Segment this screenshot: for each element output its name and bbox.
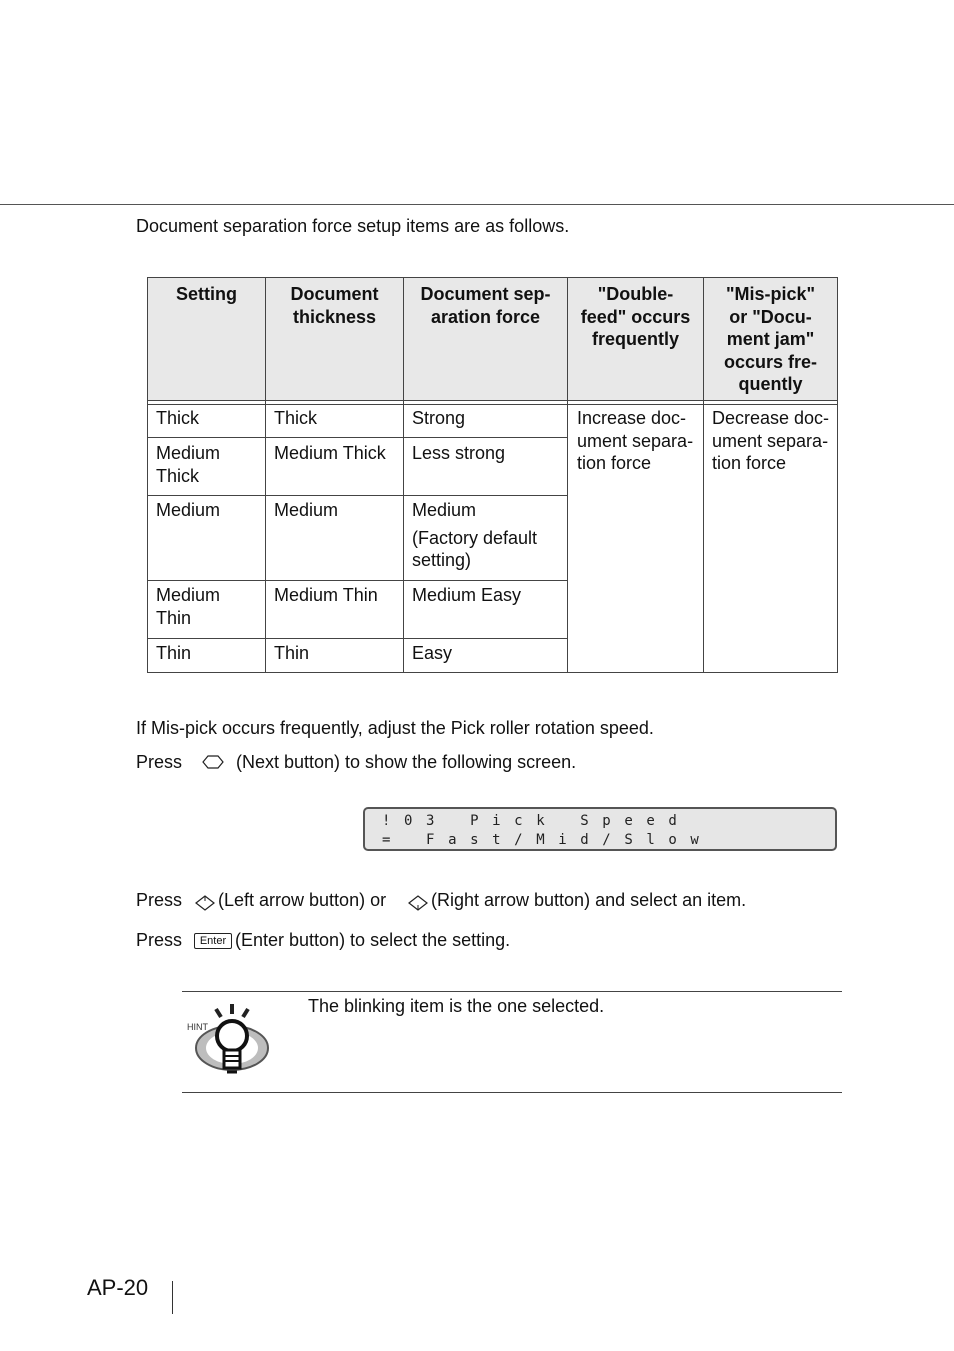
press-arrows-prefix: Press bbox=[136, 890, 183, 910]
cell-thickness-medium: Medium bbox=[274, 500, 339, 520]
enter-key[interactable]: Enter bbox=[194, 933, 232, 949]
press-enter-suffix: (Enter button) to select the setting. bbox=[235, 930, 511, 950]
lcd-line-2: = Fast/Mid/Slow bbox=[382, 832, 713, 848]
hint-lightbulb-icon bbox=[186, 1000, 276, 1087]
intro-text: Document separation force setup items are as follows. bbox=[136, 216, 570, 236]
cell-force-easy: Easy bbox=[412, 643, 453, 663]
press-next-suffix: (Next button) to show the following screen. bbox=[236, 752, 577, 772]
cell-force-medium: Medium (Factory default setting) bbox=[412, 500, 538, 570]
hint-label: HINT bbox=[187, 1022, 208, 1032]
press-next-prefix: Press bbox=[136, 752, 183, 772]
next-button-icon[interactable] bbox=[202, 755, 224, 774]
page-number: AP-20 bbox=[87, 1275, 149, 1300]
header-thickness: Document thickness bbox=[290, 284, 379, 327]
hint-top-rule bbox=[182, 991, 842, 992]
cell-setting-medium: Medium bbox=[156, 500, 221, 520]
lcd-line-1: !03 Pick Speed bbox=[382, 813, 691, 829]
cell-thickness-thin: Thin bbox=[274, 643, 310, 663]
right-arrow-button-icon[interactable] bbox=[408, 895, 428, 916]
cell-setting-thin: Thin bbox=[156, 643, 192, 663]
cell-setting-thick: Thick bbox=[156, 408, 200, 428]
separation-force-table bbox=[147, 277, 838, 673]
header-mis-pick: "Mis-pick" or "Docu- ment jam" occurs fre- quently bbox=[723, 284, 818, 394]
lcd-display bbox=[363, 807, 837, 851]
press-enter-prefix: Press bbox=[136, 930, 183, 950]
hint-text: The blinking item is the one selected. bbox=[308, 996, 605, 1016]
cell-setting-medium-thin: Medium Thin bbox=[156, 585, 221, 628]
footer-divider bbox=[172, 1281, 173, 1314]
cell-force-medium-easy: Medium Easy bbox=[412, 585, 522, 605]
cell-force-less-strong: Less strong bbox=[412, 443, 506, 463]
left-arrow-button-icon[interactable] bbox=[195, 895, 215, 916]
header-setting: Setting bbox=[176, 284, 237, 304]
cell-setting-medium-thick: Medium Thick bbox=[156, 443, 221, 486]
cell-force-strong: Strong bbox=[412, 408, 466, 428]
factory-default-note: (Factory default setting) bbox=[412, 527, 538, 570]
press-arrows-left: (Left arrow button) or bbox=[218, 890, 387, 910]
header-double-feed: "Double- feed" occurs frequently bbox=[580, 284, 691, 349]
header-separation-force: Document sep- aration force bbox=[420, 284, 551, 327]
cell-thickness-medium-thin: Medium Thin bbox=[274, 585, 378, 605]
cell-thickness-medium-thick: Medium Thick bbox=[274, 443, 386, 463]
cell-double-feed-action: Increase doc- ument separa- tion force bbox=[577, 408, 694, 473]
cell-mis-pick-action: Decrease doc- ument separa- tion force bbox=[712, 408, 830, 473]
cell-thickness-thick: Thick bbox=[274, 408, 318, 428]
mispick-text: If Mis-pick occurs frequently, adjust the Pick roller rotation speed. bbox=[136, 718, 654, 738]
top-rule bbox=[0, 204, 954, 205]
press-arrows-right: (Right arrow button) and select an item. bbox=[431, 890, 747, 910]
hint-bottom-rule bbox=[182, 1092, 842, 1093]
